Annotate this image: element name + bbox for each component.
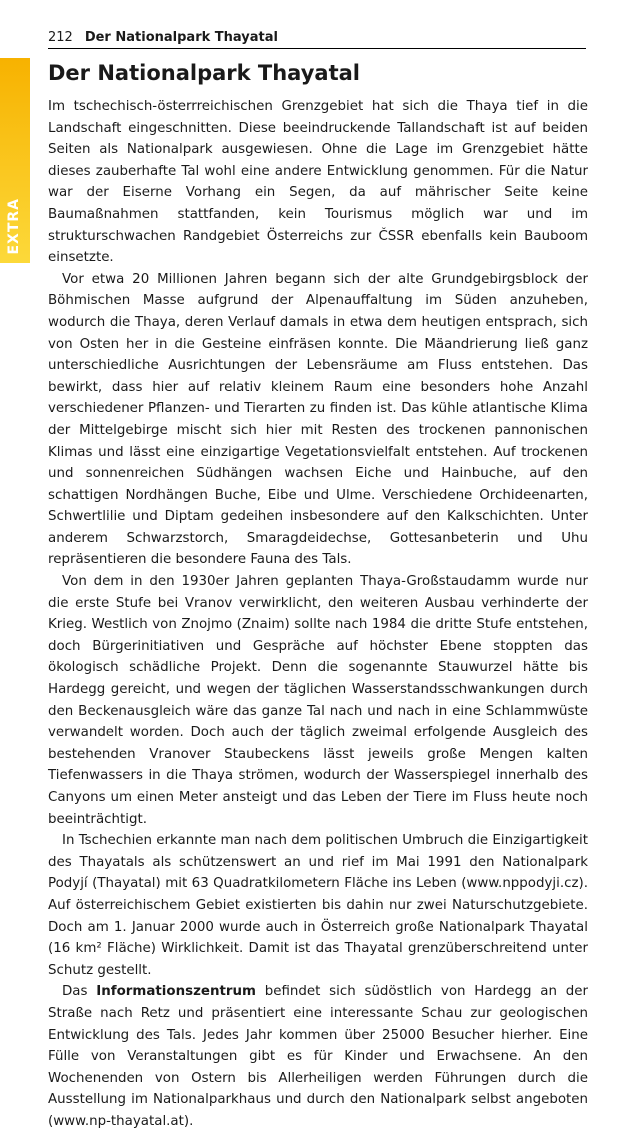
paragraph-4: In Tschechien erkannte man nach dem politischen Umbruch die Einzigartigkeit des Thayatals als schützenswert an und rief im Mai 1991 den Nationalpark Podyjí (Thayatal) mit 63 Quadratkilometern Fläche ins Leben (www.nppodyji.cz). Auf österreichischem Gebiet existierten bis dahin nur zwei Naturschutzgebiete. Doch am 1. Januar 2000 wurde auch in Österreich große Nationalpark Thayatal (16 km² Fläche) Wirklichkeit. Damit ist das Thayatal grenzüberschreitend unter Schutz gestellt. <box>48 833 588 978</box>
paragraph-5-prefix: Das <box>62 984 97 1000</box>
paragraph-5-text: befindet sich südöstlich von Hardegg an der Straße nach Retz und präsentiert eine interessante Schau zur geologischen Entwicklung des Tals. Jedes Jahr kommen über 25000 Besucher hierher. Eine Fülle von Veranstaltungen gibt es für Kinder und Erwachsene. An den Wochenenden von Ostern bis Allerheiligen werden Führungen durch die Ausstellung im Nationalparkhaus und durch den Nationalpark selbst angeboten (www.np-thayatal.at). <box>48 984 588 1129</box>
paragraph-1: Im tschechisch-österrreichischen Grenzgebiet hat sich die Thaya tief in die Landschaft eingeschnitten. Diese beeindruckende Tallandschaft ist auf beiden Seiten als Nationalpark ausgewiesen. Ohne die Lage im Grenzgebiet hätte dieses zauberhafte Tal wohl eine andere Entwicklung genommen. Für die Natur war der Eiserne Vorhang ein Segen, da auf mährischer Seite keine Baumaßnahmen stattfanden, kein Tourismus möglich war und im strukturschwachen Randgebiet Österreichs zur ČSSR ebenfalls kein Bauboom einsetzte. <box>48 99 588 266</box>
extra-label: EXTRA <box>6 198 22 255</box>
running-title: Der Nationalpark Thayatal <box>84 30 278 45</box>
page-number: 212 <box>48 30 73 45</box>
header-rule <box>48 48 586 49</box>
running-header <box>48 30 588 45</box>
article-body <box>48 96 588 1133</box>
paragraph-5 <box>48 981 588 1132</box>
informationszentrum-term: Informationszentrum <box>96 984 256 1000</box>
article-title: Der Nationalpark Thayatal <box>48 61 360 85</box>
paragraph-2: Vor etwa 20 Millionen Jahren begann sich der alte Grundgebirgsblock der Böhmischen Masse aufgrund der Alpenauffaltung im Süden anzuheben, wodurch die Thaya, deren Verlauf damals in etwa dem heutigen entsprach, sich von Osten her in die Gesteine einfräsen konnte. Die Mäandrierung ließ ganz unterschiedliche Ausrichtungen der Lebensräume am Fluss entstehen. Das bewirkt, dass hier auf relativ kleinem Raum eine besonders hohe Anzahl verschiedener Pflanzen- und Tierarten zu finden ist. Das kühle atlantische Klima der Mittelgebirge mischt sich hier mit Resten des trockenen pannonischen Klimas und lässt eine einzigartige Vegetationsvielfalt entstehen. Auf trockenen und sonnenreichen Südhängen wachsen Eiche und Hainbuche, auf den schattigen Nordhängen Buche, Eibe und Ulme. Verschiedene Orchideenarten, Schwertlilie und Diptam gedeihen insbesondere auf den Kalkschichten. Unter anderem Schwarzstorch, Smaragdeidechse, Gottesanbeterin und Uhu repräsentieren die besondere Fauna des Tals. <box>48 271 588 568</box>
paragraph-3: Von dem in den 1930er Jahren geplanten Thaya-Großstaudamm wurde nur die erste Stufe bei Vranov verwirklicht, den weiteren Ausbau verhinderte der Krieg. Westlich von Znojmo (Znaim) sollte nach 1984 die dritte Stufe entstehen, doch Bürgerinitiativen und Gespräche auf höchster Ebene stoppten das ökologisch schädliche Projekt. Denn die sogenannte Stauwurzel hätte bis Hardegg gereicht, und wegen der täglichen Wasserstandsschwankungen durch den Beckenausgleich wäre das ganze Tal nach und nach in eine Schlammwüste verwandelt worden. Doch auch der täglich zweimal erfolgende Ausgleich des bestehenden Vranover Staubeckens lässt jeweils große Mengen kalten Tiefenwassers in die Thaya strömen, wodurch der Wasserspiegel innerhalb des Canyons um einen Meter ansteigt und das Leben der Tiere im Fluss heute noch beeinträchtigt. <box>48 574 588 827</box>
extra-sidebar-tab <box>0 58 30 263</box>
